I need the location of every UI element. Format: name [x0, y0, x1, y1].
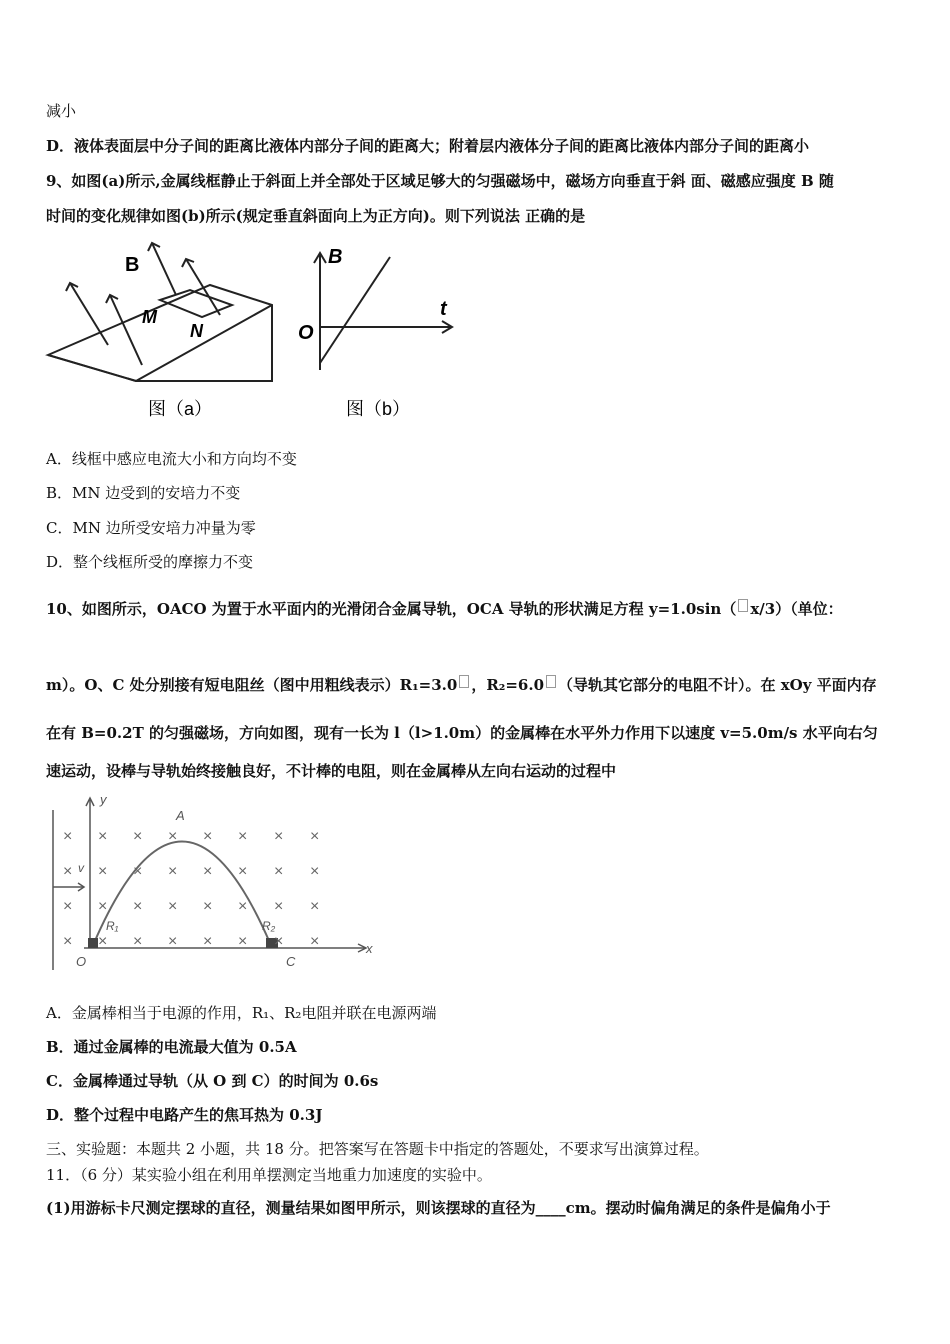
- q9-stem: 时间的变化规律如图(b)所示(规定垂直斜面向上为正方向)。则下列说法 正确的是: [46, 207, 586, 225]
- option-c: C．MN 边所受安培力冲量为零: [46, 519, 256, 537]
- missing-glyph-icon: [738, 599, 748, 612]
- q11-part1: (1)用游标卡尺测定摆球的直径，测量结果如图甲所示，则该摆球的直径为____cm。摆动时偏角满足的条件是偏角小于: [46, 1199, 831, 1217]
- label-M: M: [142, 307, 157, 327]
- option-b: B．通过金属棒的电流最大值为 0.5A: [46, 1038, 297, 1056]
- label-y: y: [100, 792, 107, 807]
- field-cross-mark: ×: [63, 863, 73, 880]
- q11-stem: 11．（6 分）某实验小组在利用单摆测定当地重力加速度的实验中。: [46, 1166, 492, 1184]
- label-C: C: [286, 954, 296, 969]
- caption-b: 图（b）: [346, 399, 411, 419]
- field-cross-mark: ×: [168, 828, 178, 845]
- label-t-axis: t: [440, 298, 447, 320]
- option-a: A．金属棒相当于电源的作用，R₁、R₂电阻并联在电源两端: [46, 1004, 437, 1022]
- q10-text: m）。O、C 处分别接有短电阻丝（图中用粗线表示）R₁=3.0: [46, 676, 458, 694]
- field-cross-mark: ×: [274, 933, 284, 950]
- q10-text: 10、如图所示，OACO 为置于水平面内的光滑闭合金属导轨，OCA 导轨的形状满足方程 y=1.0sin（: [46, 600, 737, 618]
- option-d: D．整个过程中电路产生的焦耳热为 0.3J: [46, 1106, 323, 1124]
- text-line: D．液体表面层中分子间的距离比液体内部分子间的距离大；附着层内液体分子间的距离比液体内部分子间的距离小: [46, 137, 810, 155]
- label-R2: R₂: [262, 919, 276, 933]
- field-cross-mark: ×: [133, 898, 143, 915]
- caption-a: 图（a）: [148, 399, 213, 419]
- q10-text: x/3）（单位：: [750, 600, 843, 618]
- field-cross-mark: ×: [133, 863, 143, 880]
- option-d: D．整个线框所受的摩擦力不变: [46, 553, 254, 571]
- text-line: 减小: [46, 102, 77, 120]
- q10-stem: [46, 675, 877, 695]
- field-cross-mark: ×: [274, 828, 284, 845]
- q10-stem: [46, 599, 843, 619]
- field-cross-mark: ×: [238, 898, 248, 915]
- field-cross-mark: ×: [310, 863, 320, 880]
- label-v: v: [78, 861, 84, 875]
- field-cross-mark: ×: [203, 828, 213, 845]
- q10-text: ，R₂=6.0: [471, 676, 545, 694]
- resistor-r1: [88, 938, 98, 948]
- field-cross-mark: ×: [168, 898, 178, 915]
- field-cross-mark: ×: [98, 863, 108, 880]
- label-O: O: [76, 954, 87, 969]
- option-c: C．金属棒通过导轨（从 O 到 C）的时间为 0.6s: [46, 1072, 379, 1090]
- field-cross-mark: ×: [238, 828, 248, 845]
- field-cross-mark: ×: [168, 933, 178, 950]
- field-cross-mark: ×: [63, 828, 73, 845]
- label-B-axis: B: [328, 246, 343, 268]
- field-cross-mark: ×: [310, 933, 320, 950]
- figure-b-graph: [314, 253, 452, 370]
- q9-stem: 9、如图(a)所示,金属线框静止于斜面上并全部处于区域足够大的匀强磁场中，磁场方向垂直于斜 面、磁感应强度 B 随: [46, 172, 834, 190]
- field-cross-mark: ×: [203, 898, 213, 915]
- field-cross-mark: ×: [133, 828, 143, 845]
- field-cross-mark: ×: [238, 933, 248, 950]
- q10-stem: 在有 B=0.2T 的匀强磁场，方向如图，现有一长为 l（l>1.0m）的金属棒在水平外力作用下以速度 v=5.0m/s 水平向右匀: [46, 724, 878, 742]
- q10-text: （导轨其它部分的电阻不计）。在 xOy 平面内存: [558, 676, 877, 694]
- field-cross-mark: ×: [203, 933, 213, 950]
- field-cross-mark: ×: [203, 863, 213, 880]
- label-origin: O: [298, 322, 314, 344]
- missing-glyph-icon: [459, 675, 469, 688]
- label-B: B: [125, 254, 140, 276]
- field-cross-mark: ×: [63, 898, 73, 915]
- label-R1: R₁: [106, 919, 119, 933]
- field-cross-mark: ×: [63, 933, 73, 950]
- field-cross-mark: ×: [274, 898, 284, 915]
- option-b: B．MN 边受到的安培力不变: [46, 484, 241, 502]
- field-cross-mark: ×: [98, 828, 108, 845]
- label-N: N: [190, 321, 203, 341]
- label-x: x: [366, 941, 373, 956]
- field-cross-mark: ×: [274, 863, 284, 880]
- q9-figures: [40, 235, 460, 435]
- q10-figure: [44, 790, 384, 975]
- figure-a-incline: [48, 243, 272, 381]
- label-A: A: [176, 808, 185, 823]
- q10-stem: 速运动，设棒与导轨始终接触良好，不计棒的电阻，则在金属棒从左向右运动的过程中: [46, 762, 617, 780]
- field-cross-mark: ×: [238, 863, 248, 880]
- field-cross-mark: ×: [98, 933, 108, 950]
- magnetic-field-crosses: [63, 828, 319, 950]
- field-cross-mark: ×: [168, 863, 178, 880]
- field-cross-mark: ×: [310, 828, 320, 845]
- field-cross-mark: ×: [133, 933, 143, 950]
- missing-glyph-icon: [546, 675, 556, 688]
- field-cross-mark: ×: [98, 898, 108, 915]
- section-heading: 三、实验题：本题共 2 小题，共 18 分。把答案写在答题卡中指定的答题处，不要求写出演算过程。: [46, 1140, 709, 1158]
- option-a: A．线框中感应电流大小和方向均不变: [46, 450, 297, 468]
- field-cross-mark: ×: [310, 898, 320, 915]
